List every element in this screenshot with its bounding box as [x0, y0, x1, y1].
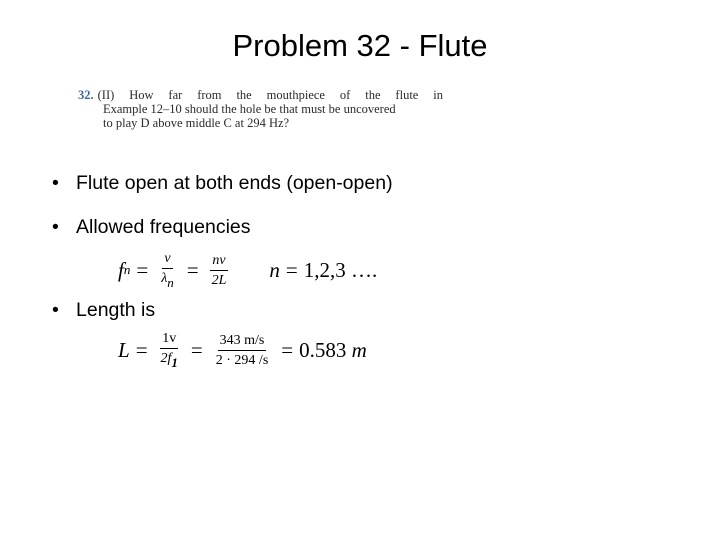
- eq2-frac1-den-text: 2f: [160, 350, 172, 366]
- excerpt-line-2: Example 12–10 should the hole be that must be uncovered: [103, 102, 396, 116]
- frequency-equation: [118, 248, 377, 292]
- problem-number: 32.: [78, 88, 94, 102]
- eq2-equals-2: =: [190, 337, 203, 362]
- bullet-icon: •: [52, 172, 59, 194]
- eq2-fraction-2: [214, 332, 271, 369]
- bullet-item: [52, 170, 393, 196]
- problem-excerpt: [78, 88, 443, 130]
- eq1-n-variable: n: [269, 257, 280, 282]
- eq2-frac2-denominator: 2 · 294 /s: [215, 352, 269, 368]
- bullet-text: Flute open at both ends (open-open): [76, 172, 393, 194]
- eq1-frac2-denominator: 2L: [211, 272, 227, 288]
- eq1-fraction-2: [210, 252, 229, 289]
- bullet-icon: •: [52, 216, 59, 238]
- excerpt-line-3: to play D above middle C at 294 Hz?: [103, 116, 290, 130]
- eq2-equals: =: [135, 337, 148, 362]
- bullet-icon: •: [52, 299, 59, 321]
- bullet-item: [52, 297, 155, 323]
- eq2-frac1-numerator: 1v: [160, 330, 178, 349]
- excerpt-line-1-text: (II) How far from the mouthpiece of the flute in: [97, 88, 443, 102]
- eq1-fraction-1: [159, 250, 176, 291]
- eq1-n-values: 1,2,3 ….: [303, 257, 378, 282]
- eq1-n-equals: =: [285, 257, 298, 282]
- eq1-equals-2: =: [186, 257, 199, 282]
- eq1-frac1-denominator: [159, 269, 176, 291]
- eq2-result: 0.583: [299, 337, 347, 362]
- eq2-frac1-den-sub: 1: [171, 354, 178, 370]
- eq1-frac1-den-sub: n: [167, 274, 174, 290]
- eq2-fraction-1: [159, 330, 180, 371]
- length-equation: [118, 328, 367, 372]
- eq1-lhs-sub: n: [123, 262, 131, 277]
- eq1-frac2-numerator: nv: [210, 252, 227, 271]
- eq2-frac2-numerator: 343 m/s: [218, 332, 267, 351]
- eq2-lhs: L: [118, 337, 130, 362]
- bullet-item: [52, 214, 251, 240]
- eq1-frac1-numerator: v: [162, 250, 172, 269]
- excerpt-line-1: [78, 88, 443, 102]
- eq2-equals-3: =: [281, 337, 294, 362]
- bullet-text: Allowed frequencies: [76, 216, 251, 238]
- bullet-text: Length is: [76, 299, 156, 321]
- eq2-result-unit: m: [351, 337, 367, 362]
- slide-title: Problem 32 - Flute: [232, 28, 488, 63]
- eq1-equals: =: [136, 257, 149, 282]
- eq1-lhs: f: [118, 257, 124, 282]
- eq2-frac1-denominator: [159, 349, 180, 371]
- eq1-frac1-den-text: λ: [161, 270, 168, 286]
